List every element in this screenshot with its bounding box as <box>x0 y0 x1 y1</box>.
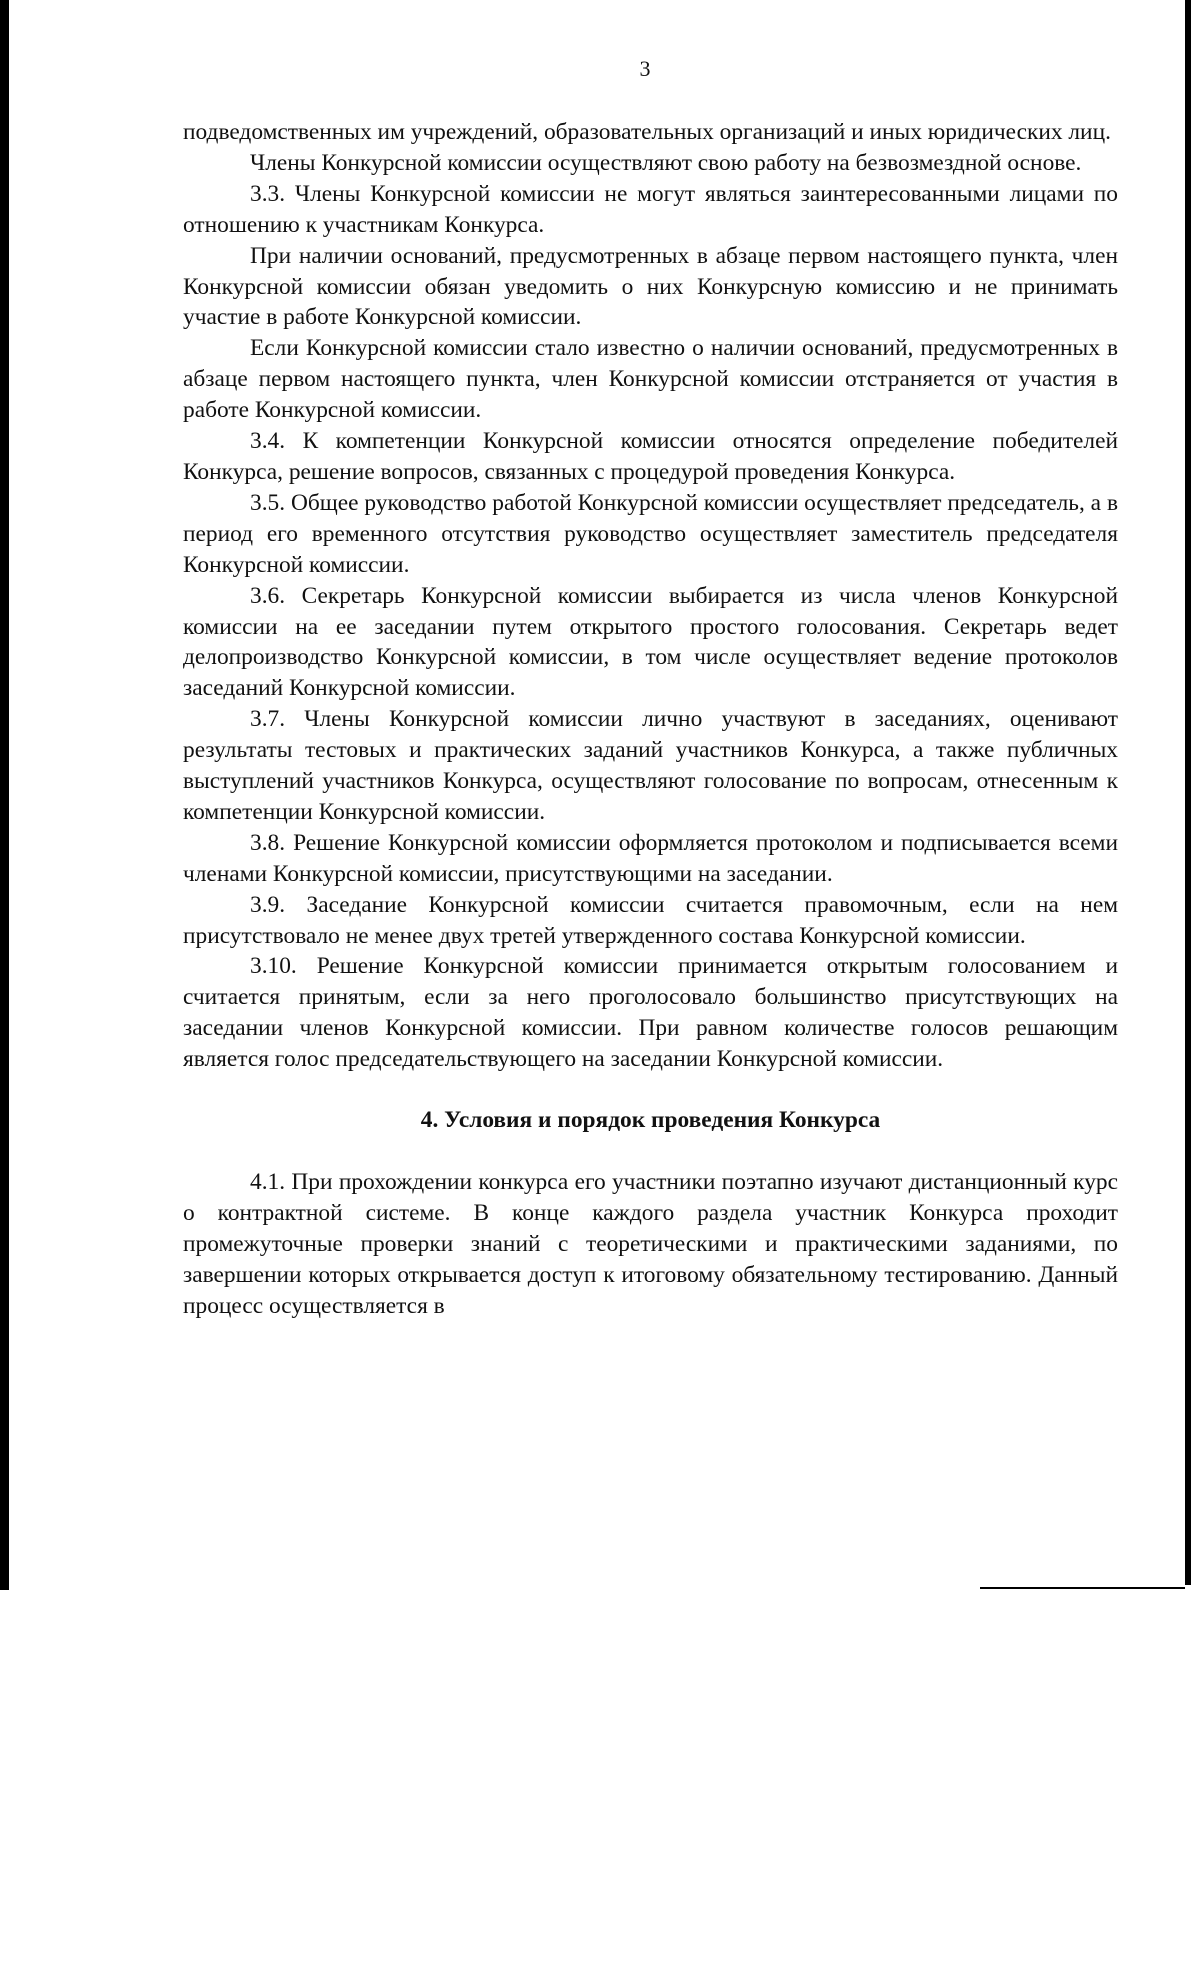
paragraph: Члены Конкурсной комиссии осуществляют свою работу на безвозмездной основе. <box>250 149 1082 176</box>
paragraph-3-5: 3.5. Общее руководство работой Конкурсной комиссии осуществляет председатель, а в период его временного отсутствия руководство осуществляет заместитель председателя Конкурсной комиссии. <box>183 489 1118 578</box>
paragraph: Если Конкурсной комиссии стало известно о наличии оснований, предусмотренных в абзаце первом настоящего пункта, член Конкурсной комиссии отстраняется от участия в работе Конкурсной комиссии. <box>183 335 1118 424</box>
document-body <box>183 117 1118 1322</box>
paragraph-3-10: 3.10. Решение Конкурсной комиссии принимается открытым голосованием и считается принятым, если за него проголосовало большинство присутствующих на заседании членов Конкурсной комиссии. При равном количестве голосов решающим является голос председательствующего на заседании Конкурсной комиссии. <box>183 953 1118 1073</box>
paragraph-3-9: 3.9. Заседание Конкурсной комиссии считается правомочным, если на нем присутствовало не менее двух третей утвержденного состава Конкурсной комиссии. <box>183 891 1118 949</box>
paragraph-3-3: 3.3. Члены Конкурсной комиссии не могут являться заинтересованными лицами по отношению к участникам Конкурса. <box>183 180 1118 238</box>
paragraph-3-7: 3.7. Члены Конкурсной комиссии лично участвуют в заседаниях, оценивают результаты тестовых и практических заданий участников Конкурса, а также публичных выступлений участников Конкурса, осуществляют голосование по вопросам, отнесенным к компетенции Конкурсной комиссии. <box>183 706 1118 825</box>
scan-edge-right <box>1185 0 1191 1585</box>
scan-edge-left <box>0 0 9 1590</box>
paragraph: При наличии оснований, предусмотренных в абзаце первом настоящего пункта, член Конкурсной комиссии обязан уведомить о них Конкурсную комиссию и не принимать участие в работе Конкурсной комиссии. <box>183 242 1118 331</box>
paragraph: подведомственных им учреждений, образовательных организаций и иных юридических лиц. <box>183 119 1111 145</box>
paragraph-4-1: 4.1. При прохождении конкурса его участники поэтапно изучают дистанционный курс о контрактной системе. В конце каждого раздела участник Конкурса проходит промежуточные проверки знаний с теоретическими и практическими заданиями, по завершении которых открывается доступ к итоговому обязательному тестированию. Данный процесс осуществляется в <box>183 1169 1118 1319</box>
footnote-separator <box>980 1587 1185 1589</box>
paragraph-3-4: 3.4. К компетенции Конкурсной комиссии относятся определение победителей Конкурса, решение вопросов, связанных с процедурой проведения Конкурса. <box>183 428 1118 485</box>
paragraph-3-8: 3.8. Решение Конкурсной комиссии оформляется протоколом и подписывается всеми членами Конкурсной комиссии, присутствующими на заседании. <box>183 829 1118 887</box>
paragraph-3-6: 3.6. Секретарь Конкурсной комиссии выбирается из числа членов Конкурсной комиссии на ее заседании путем открытого простого голосования. Секретарь ведет делопроизводство Конкурсной комиссии, в том числе осуществляет ведение протоколов заседаний Конкурсной комиссии. <box>183 582 1118 702</box>
section-heading: 4. Условия и порядок проведения Конкурса <box>420 1107 881 1134</box>
page-number: 3 <box>639 56 651 81</box>
